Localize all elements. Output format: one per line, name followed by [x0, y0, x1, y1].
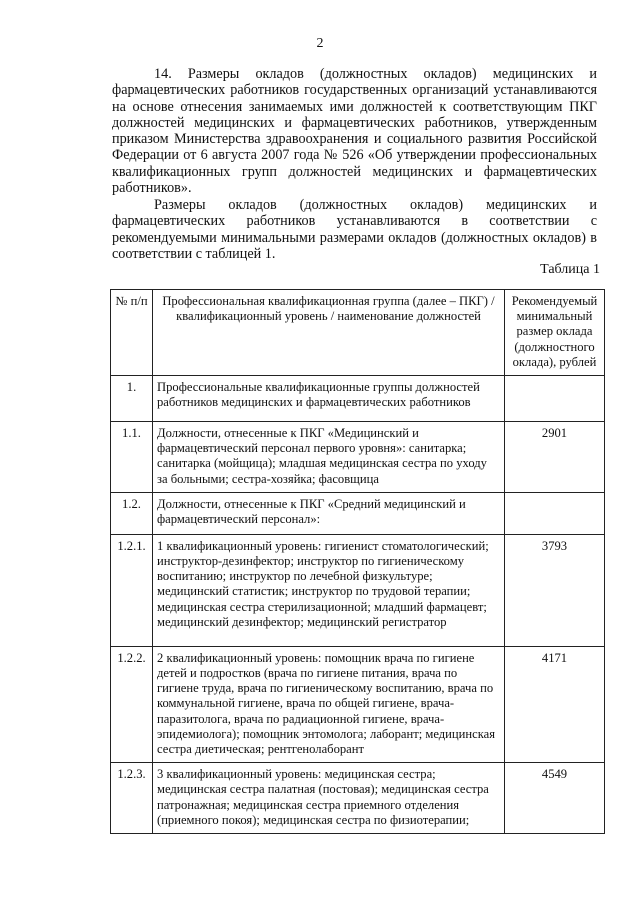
header-num: № п/п: [111, 290, 153, 376]
row-value: [505, 492, 605, 534]
row-name: Должности, отнесенные к ПКГ «Медицинский и фармацевтический персонал первого уровня»: санитарка; санитарка (мойщица); младшая медицинская сестра по уходу за больными; сестра-хозяйка; фасовщица: [153, 422, 505, 493]
row-name: 1 квалификационный уровень: гигиенист стоматологический; инструктор-дезинфектор; инструктор по гигиеническому воспитанию; инструктор по лечебной физкультуре; медицинский статистик; инструктор по трудовой терапии; медицинская сестра стерилизационной; младший фармацевт; медицинский дезинфектор; медицинский регистратор: [153, 534, 505, 646]
table-row: [111, 376, 605, 422]
row-value: [505, 376, 605, 422]
table-row: [111, 646, 605, 762]
row-num: 1.2.3.: [111, 763, 153, 834]
salary-table: [110, 289, 605, 834]
table-row: [111, 763, 605, 834]
row-name: 3 квалификационный уровень: медицинская сестра; медицинская сестра палатная (постовая); медицинская сестра патронажная; медицинская сестра приемного отделения (приемного покоя); медицинская сестра по физиотерапии;: [153, 763, 505, 834]
table-caption: Таблица 1: [540, 262, 600, 277]
row-name: Должности, отнесенные к ПКГ «Средний медицинский и фармацевтический персонал»:: [153, 492, 505, 534]
row-num: 1.: [111, 376, 153, 422]
row-num: 1.2.1.: [111, 534, 153, 646]
row-name: 2 квалификационный уровень: помощник врача по гигиене детей и подростков (врача по гигиене питания, врача по гигиене труда, врача по гигиеническому воспитанию, врача по коммунальной гигиене, врача по общей гигиене, врача-паразитолога, врача по радиационной гигиене, врача-эпидемиолога); помощник энтомолога; лаборант; медицинская сестра диетическая; рентгенолаборант: [153, 646, 505, 762]
row-value: 3793: [505, 534, 605, 646]
row-num: 1.1.: [111, 422, 153, 493]
row-value: 4171: [505, 646, 605, 762]
header-name: Профессиональная квалификационная группа (далее – ПКГ) / квалификационный уровень / наименование должностей: [153, 290, 505, 376]
header-value: Рекомендуемый минимальный размер оклада (должностного оклада), рублей: [505, 290, 605, 376]
paragraph-salary-sizes: Размеры окладов (должностных окладов) медицинских и фармацевтических работников устанавливаются в соответствии с рекомендуемыми минимальными размерами окладов (должностных окладов) в соответствии с таблицей 1.: [112, 197, 597, 262]
table-row: [111, 492, 605, 534]
table-row: [111, 422, 605, 493]
page-number: 2: [316, 36, 324, 51]
table-header-row: [111, 290, 605, 376]
paragraph-14: 14. Размеры окладов (должностных окладов) медицинских и фармацевтических работников государственных организаций устанавливаются на основе отнесения занимаемых ими должностей к соответствующим ПКГ должностей медицинских и фармацевтических работников, утвержденным приказом Министерства здравоохранения и социального развития Российской Федерации от 6 августа 2007 года № 526 «Об утверждении профессиональных квалификационных групп должностей медицинских и фармацевтических работников».: [112, 66, 597, 197]
row-value: 4549: [505, 763, 605, 834]
table-row: [111, 534, 605, 646]
row-name: Профессиональные квалификационные группы должностей работников медицинских и фармацевтических работников: [153, 376, 505, 422]
row-num: 1.2.2.: [111, 646, 153, 762]
row-value: 2901: [505, 422, 605, 493]
row-num: 1.2.: [111, 492, 153, 534]
